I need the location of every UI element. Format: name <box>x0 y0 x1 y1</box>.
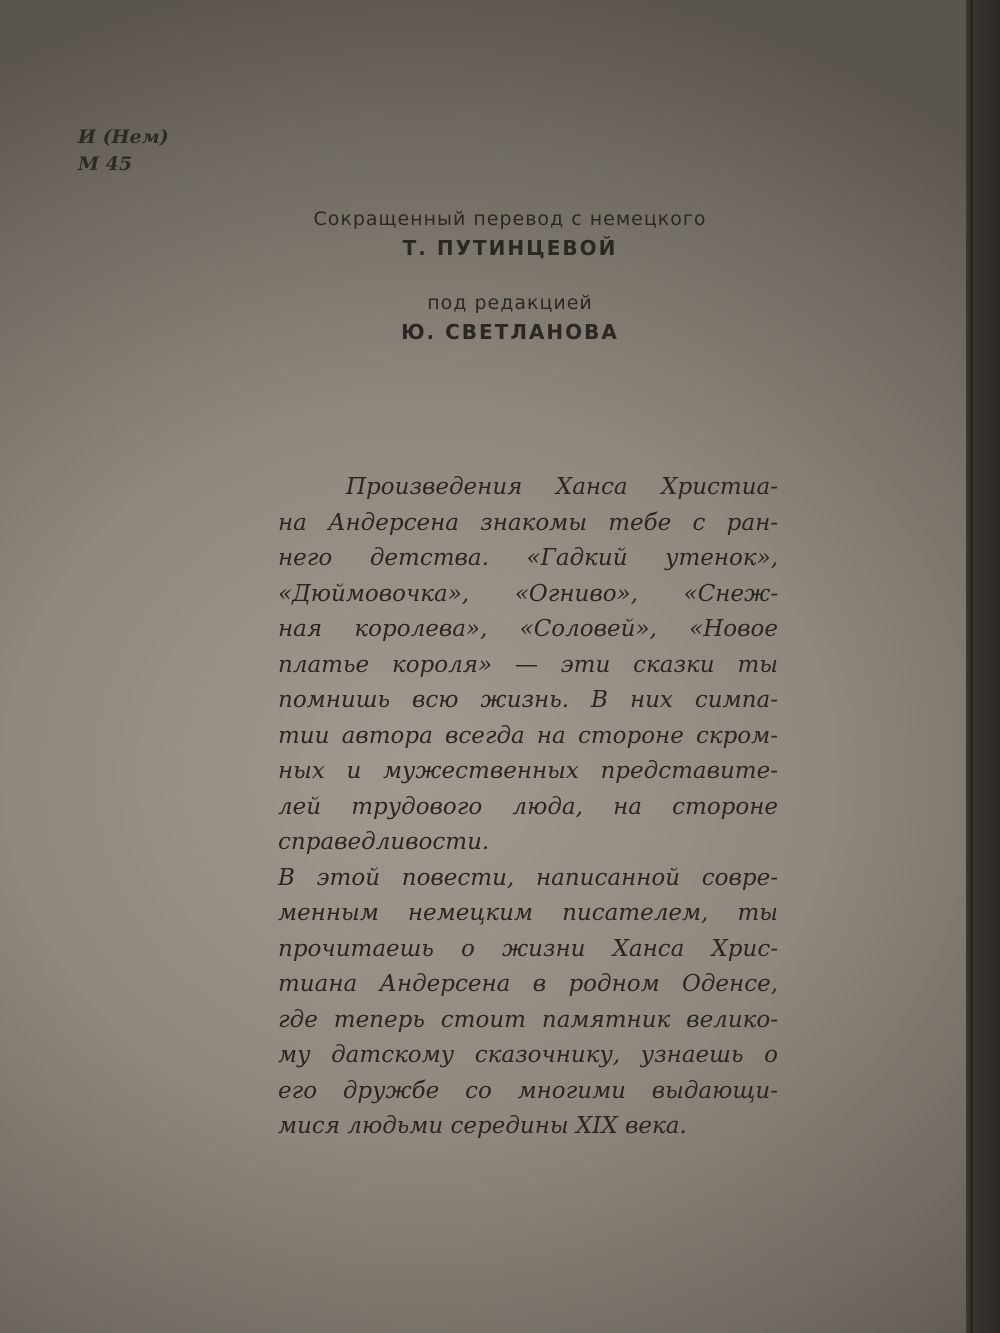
annotation-line: ных и мужественных представите- <box>278 758 778 784</box>
annotation-line: справедливости. <box>278 829 490 855</box>
credits-block <box>250 205 770 347</box>
annotation-line: платье короля» — эти сказки ты <box>278 651 778 678</box>
annotation-line: его дружбе со многими выдающи- <box>278 1077 778 1104</box>
annotation-line: му датскому сказочнику, узнаешь о <box>278 1042 778 1068</box>
annotation-line: лей трудового люда, на стороне <box>278 793 778 820</box>
catalog-code <box>78 124 169 178</box>
annotation-line: В этой повести, написанной совре- <box>278 864 778 891</box>
annotation-line: прочитаешь о жизни Ханса Хрис- <box>278 935 778 962</box>
annotation-line: тии автора всегда на стороне скром- <box>278 722 778 749</box>
translation-line: Сокращенный перевод с немецкого <box>313 208 707 230</box>
annotation-text <box>278 470 778 1145</box>
annotation-line: помнишь всю жизнь. В них симпа- <box>278 687 778 713</box>
annotation-line: мися людьми середины XIX века. <box>278 1113 687 1139</box>
annotation-line: менным немецким писателем, ты <box>278 900 778 926</box>
annotation-line: ная королева», «Соловей», «Новое <box>278 616 778 642</box>
editor-name: Ю. СВЕТЛАНОВА <box>401 320 619 344</box>
annotation-line: «Дюймовочка», «Огниво», «Снеж- <box>278 580 778 607</box>
catalog-code-line-1: И (Нем) <box>78 126 169 148</box>
annotation-line: на Андерсена знакомы тебе с ран- <box>278 509 778 536</box>
annotation-line: где теперь стоит памятник велико- <box>278 1006 778 1033</box>
catalog-code-line-2: М 45 <box>78 153 133 175</box>
annotation-line: тиана Андерсена в родном Оденсе, <box>278 971 778 997</box>
annotation-line: Произведения Ханса Христиа- <box>346 474 778 500</box>
editing-line: под редакцией <box>427 292 593 314</box>
cover-edge-line <box>970 0 973 1333</box>
book-cover-edge <box>966 0 1000 1333</box>
show-through-print-bottom <box>680 345 800 473</box>
annotation-line: него детства. «Гадкий утенок», <box>278 545 778 571</box>
translator-name: Т. ПУТИНЦЕВОЙ <box>402 236 618 260</box>
